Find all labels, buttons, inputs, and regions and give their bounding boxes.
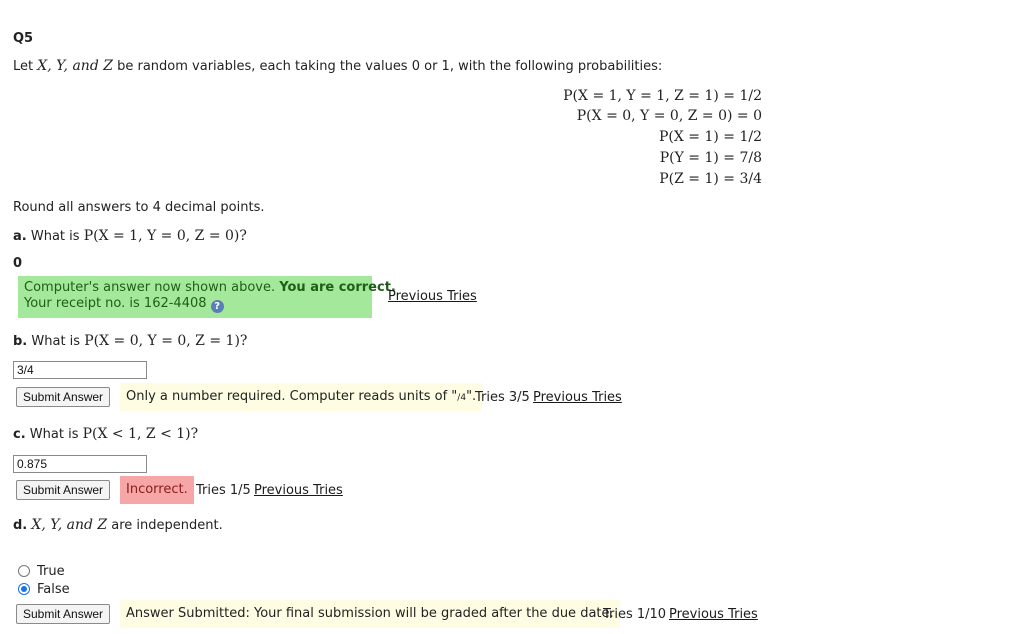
receipt-text: Your receipt no. is 162-4408 xyxy=(24,296,207,311)
part-a-question xyxy=(13,228,247,244)
question-intro xyxy=(13,58,662,74)
part-d-question xyxy=(13,517,223,533)
correct-line-1 xyxy=(24,280,396,296)
part-c-text: What is xyxy=(29,427,79,442)
intro-prefix: Let xyxy=(13,59,34,74)
correct-bold: You are correct. xyxy=(279,280,396,295)
part-c-expr: P(X < 1, Z < 1)? xyxy=(82,426,199,442)
hint-prefix: Only a number required. Computer reads units of " xyxy=(126,389,458,404)
correct-plain: Computer's answer now shown above. xyxy=(24,280,276,295)
part-a-expr: P(X = 1, Y = 0, Z = 0)? xyxy=(83,228,247,244)
part-a-label: a. xyxy=(13,229,27,244)
round-note: Round all answers to 4 decimal points. xyxy=(13,200,265,215)
radio-false[interactable] xyxy=(18,583,30,595)
equation-5: P(Z = 1) = 3/4 xyxy=(659,171,762,187)
part-b-question xyxy=(13,333,247,349)
part-c-answer-input[interactable] xyxy=(13,455,147,473)
intro-suffix: be random variables, each taking the values 0 or 1, with the following probabilities: xyxy=(117,59,663,74)
equation-2: P(X = 0, Y = 0, Z = 0) = 0 xyxy=(576,108,762,124)
part-a-correct-feedback xyxy=(18,276,396,318)
question-circle-icon[interactable]: ? xyxy=(211,300,224,313)
part-b-previous-tries[interactable]: Previous Tries xyxy=(533,390,622,405)
equation-3: P(X = 1) = 1/2 xyxy=(658,129,762,145)
correct-line-2 xyxy=(24,296,366,313)
part-b-submit-button[interactable]: Submit Answer xyxy=(16,387,110,407)
part-c-previous-tries[interactable]: Previous Tries xyxy=(254,483,343,498)
radio-true-label[interactable]: True xyxy=(37,564,65,579)
part-a-text: What is xyxy=(30,229,80,244)
equation-1: P(X = 1, Y = 1, Z = 1) = 1/2 xyxy=(563,88,762,104)
radio-true[interactable] xyxy=(18,565,30,577)
part-c-incorrect-feedback: Incorrect. xyxy=(120,476,194,504)
hint-suffix: ". xyxy=(466,389,477,404)
part-b-label: b. xyxy=(13,334,28,349)
part-d-vars: X, Y, and Z xyxy=(31,517,108,533)
part-d-submit-button[interactable]: Submit Answer xyxy=(16,604,110,624)
intro-vars: X, Y, and Z xyxy=(37,58,113,74)
part-b-answer-input[interactable] xyxy=(13,361,147,379)
part-c-tries: Tries 1/5 xyxy=(196,483,251,498)
part-b-hint-feedback xyxy=(120,383,482,411)
part-b-text: What is xyxy=(31,334,81,349)
part-d-tries: Tries 1/10 xyxy=(603,607,667,622)
equation-4: P(Y = 1) = 7/8 xyxy=(659,150,762,166)
radio-false-label[interactable]: False xyxy=(37,582,70,597)
part-a-computer-answer: 0 xyxy=(13,256,23,271)
part-c-question xyxy=(13,426,198,442)
part-d-text: are independent. xyxy=(111,518,223,533)
part-b-tries: Tries 3/5 xyxy=(475,390,530,405)
part-d-submitted-feedback: Answer Submitted: Your final submission will be graded after the due date. xyxy=(120,600,620,628)
hint-unit: /4 xyxy=(457,393,467,403)
part-b-expr: P(X = 0, Y = 0, Z = 1)? xyxy=(84,333,248,349)
part-a-previous-tries[interactable]: Previous Tries xyxy=(388,289,477,304)
part-c-label: c. xyxy=(13,427,26,442)
part-d-label: d. xyxy=(13,518,28,533)
part-c-submit-button[interactable]: Submit Answer xyxy=(16,480,110,500)
part-d-previous-tries[interactable]: Previous Tries xyxy=(669,607,758,622)
question-number: Q5 xyxy=(13,31,34,46)
